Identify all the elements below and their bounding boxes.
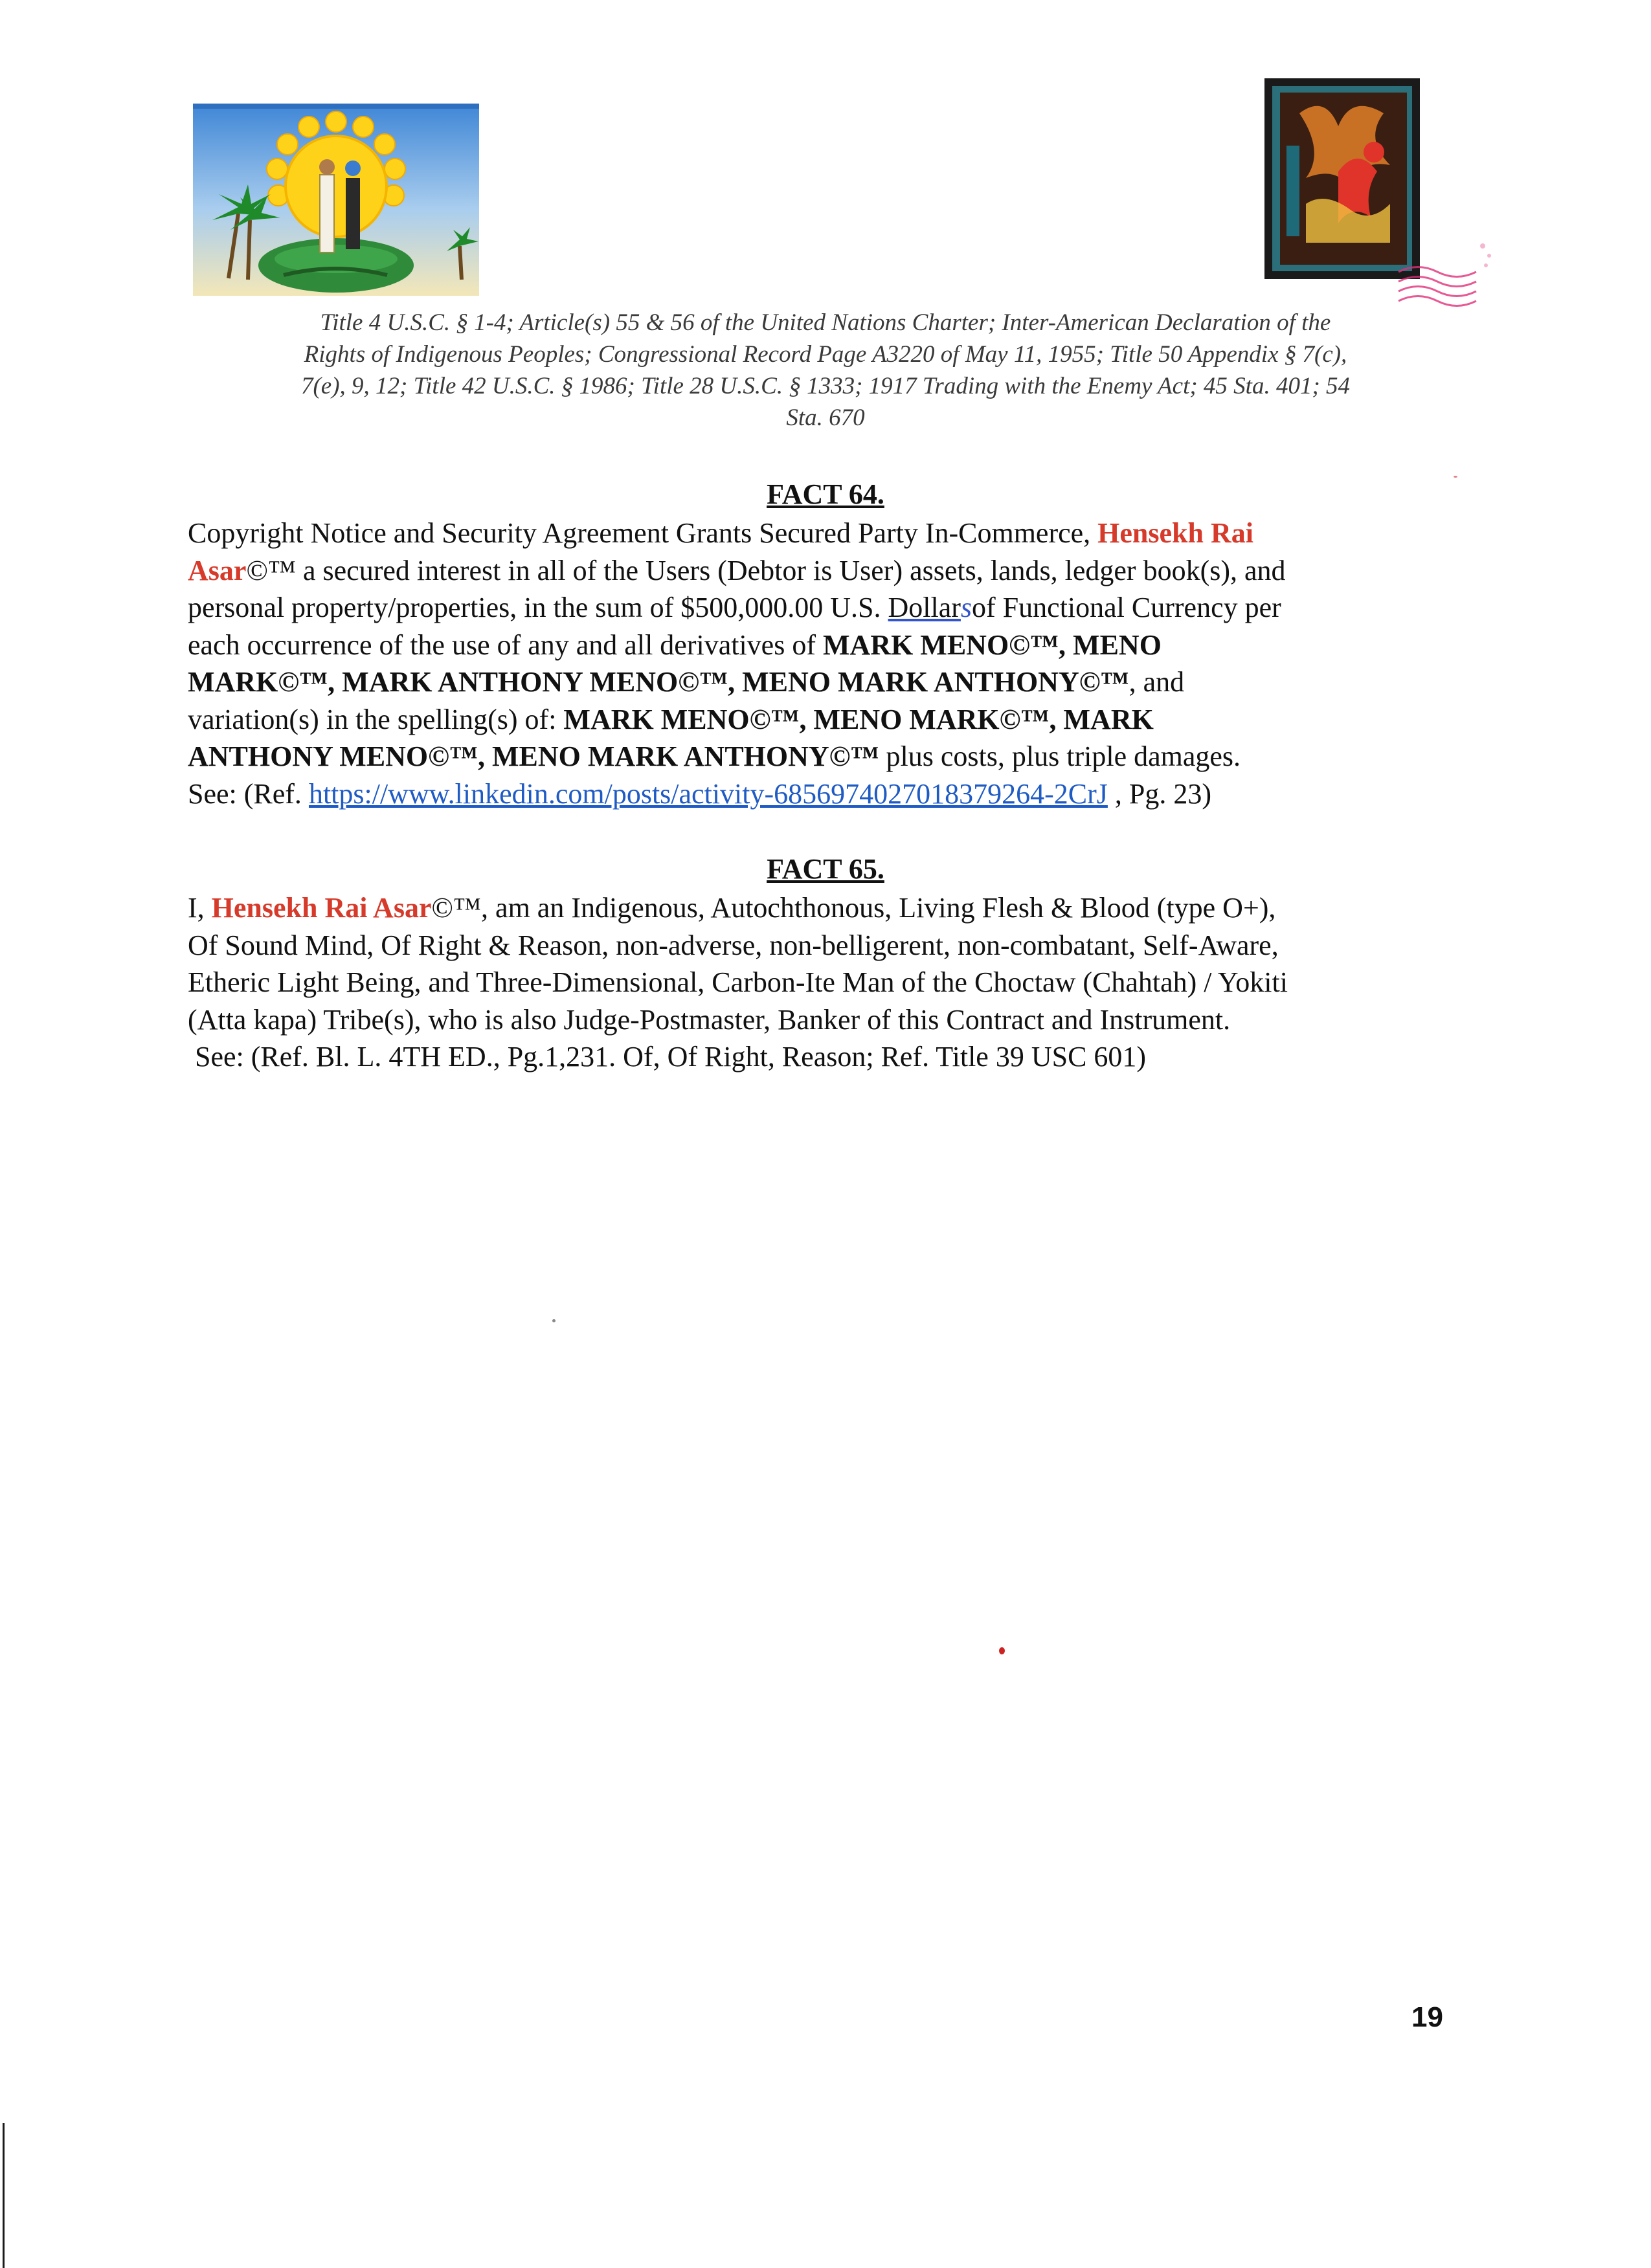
text-span: personal property/properties, in the sum of $500,000.00 U.S. [188, 592, 888, 623]
body-line [188, 663, 1450, 701]
scan-speck [552, 1319, 556, 1322]
handwritten-s-mark: s [960, 592, 972, 623]
page-number: 19 [1411, 2001, 1443, 2033]
body-line: Of Sound Mind, Of Right & Reason, non-adverse, non-belligerent, non-combatant, Self-Aware, [188, 929, 1279, 961]
currency-word: Dollar [888, 592, 961, 623]
body-line [188, 552, 1450, 590]
trade-name-bold: MARK MENO©™, MENO MARK©™, MARK [563, 703, 1154, 735]
citation-line: Rights of Indigenous Peoples; Congressional Record Page A3220 of May 11, 1955; Title 50 Appendix § 7(c), [304, 341, 1347, 368]
scan-speck [999, 1647, 1005, 1654]
body-line [188, 701, 1450, 739]
reference-link[interactable]: https://www.linkedin.com/posts/activity-6856974027018379264-2CrJ [308, 777, 1108, 810]
sun-flag-logo [193, 104, 479, 296]
citation-line: 7(e), 9, 12; Title 42 U.S.C. § 1986; Title 28 U.S.C. § 1333; 1917 Trading with the Enemy Act; 45 Sta. 401; 54 [300, 373, 1351, 399]
text-span: I, [188, 892, 212, 924]
text-span: Copyright Notice and Security Agreement Grants Secured Party In-Commerce, [188, 517, 1098, 549]
pink-postmark-stamp [1392, 214, 1496, 311]
body-line [188, 889, 1450, 927]
text-span: , and [1129, 666, 1185, 698]
body-line [188, 738, 1450, 775]
text-span: See: (Ref. [188, 777, 309, 810]
body-line [188, 775, 1450, 813]
body-line: (Atta kapa) Tribe(s), who is also Judge-Postmaster, Banker of this Contract and Instrument. [188, 1003, 1231, 1036]
citation-line: Title 4 U.S.C. § 1-4; Article(s) 55 & 56 of the United Nations Charter; Inter-American Declaration of the [320, 309, 1331, 336]
fact-65-heading: FACT 65. [767, 853, 884, 885]
secured-party-name: Asar [188, 554, 247, 586]
fact-64-heading: FACT 64. [767, 478, 884, 510]
body-line [188, 627, 1450, 664]
trade-name-bold: MARK©™, MARK ANTHONY MENO©™, MENO MARK ANTHONY©™ [188, 666, 1129, 698]
body-line [188, 589, 1450, 627]
fact-65-body [188, 889, 1450, 1076]
text-span: of Functional Currency per [972, 592, 1281, 623]
fact-64-body [188, 515, 1450, 812]
secured-party-name: Hensekh Rai Asar [211, 892, 432, 924]
text-span: plus costs, plus triple damages. [879, 740, 1241, 772]
secured-party-name: Hensekh Rai [1097, 517, 1253, 549]
text-span: ©™, am an Indigenous, Autochthonous, Living Flesh & Blood (type O+), [431, 892, 1276, 924]
trade-name-bold: MARK MENO©™, MENO [822, 628, 1162, 661]
body-line [188, 515, 1450, 552]
text-span: , Pg. 23) [1107, 777, 1212, 810]
legal-citation-block [181, 307, 1470, 434]
citation-line: Sta. 670 [786, 405, 865, 431]
scan-edge-line [3, 2123, 5, 2268]
text-span: each occurrence of the use of any and all derivatives of [188, 628, 823, 661]
body-line: Etheric Light Being, and Three-Dimensional, Carbon-Ite Man of the Choctaw (Chahtah) / Yokiti [188, 966, 1288, 998]
text-span: variation(s) in the spelling(s) of: [188, 703, 564, 735]
text-span: ©™ a secured interest in all of the Users (Debtor is User) assets, lands, ledger book(s), and [246, 554, 1286, 586]
body-line: See: (Ref. Bl. L. 4TH ED., Pg.1,231. Of, Of Right, Reason; Ref. Title 39 USC 601) [188, 1041, 1147, 1073]
trade-name-bold: ANTHONY MENO©™, MENO MARK ANTHONY©™ [188, 740, 879, 772]
